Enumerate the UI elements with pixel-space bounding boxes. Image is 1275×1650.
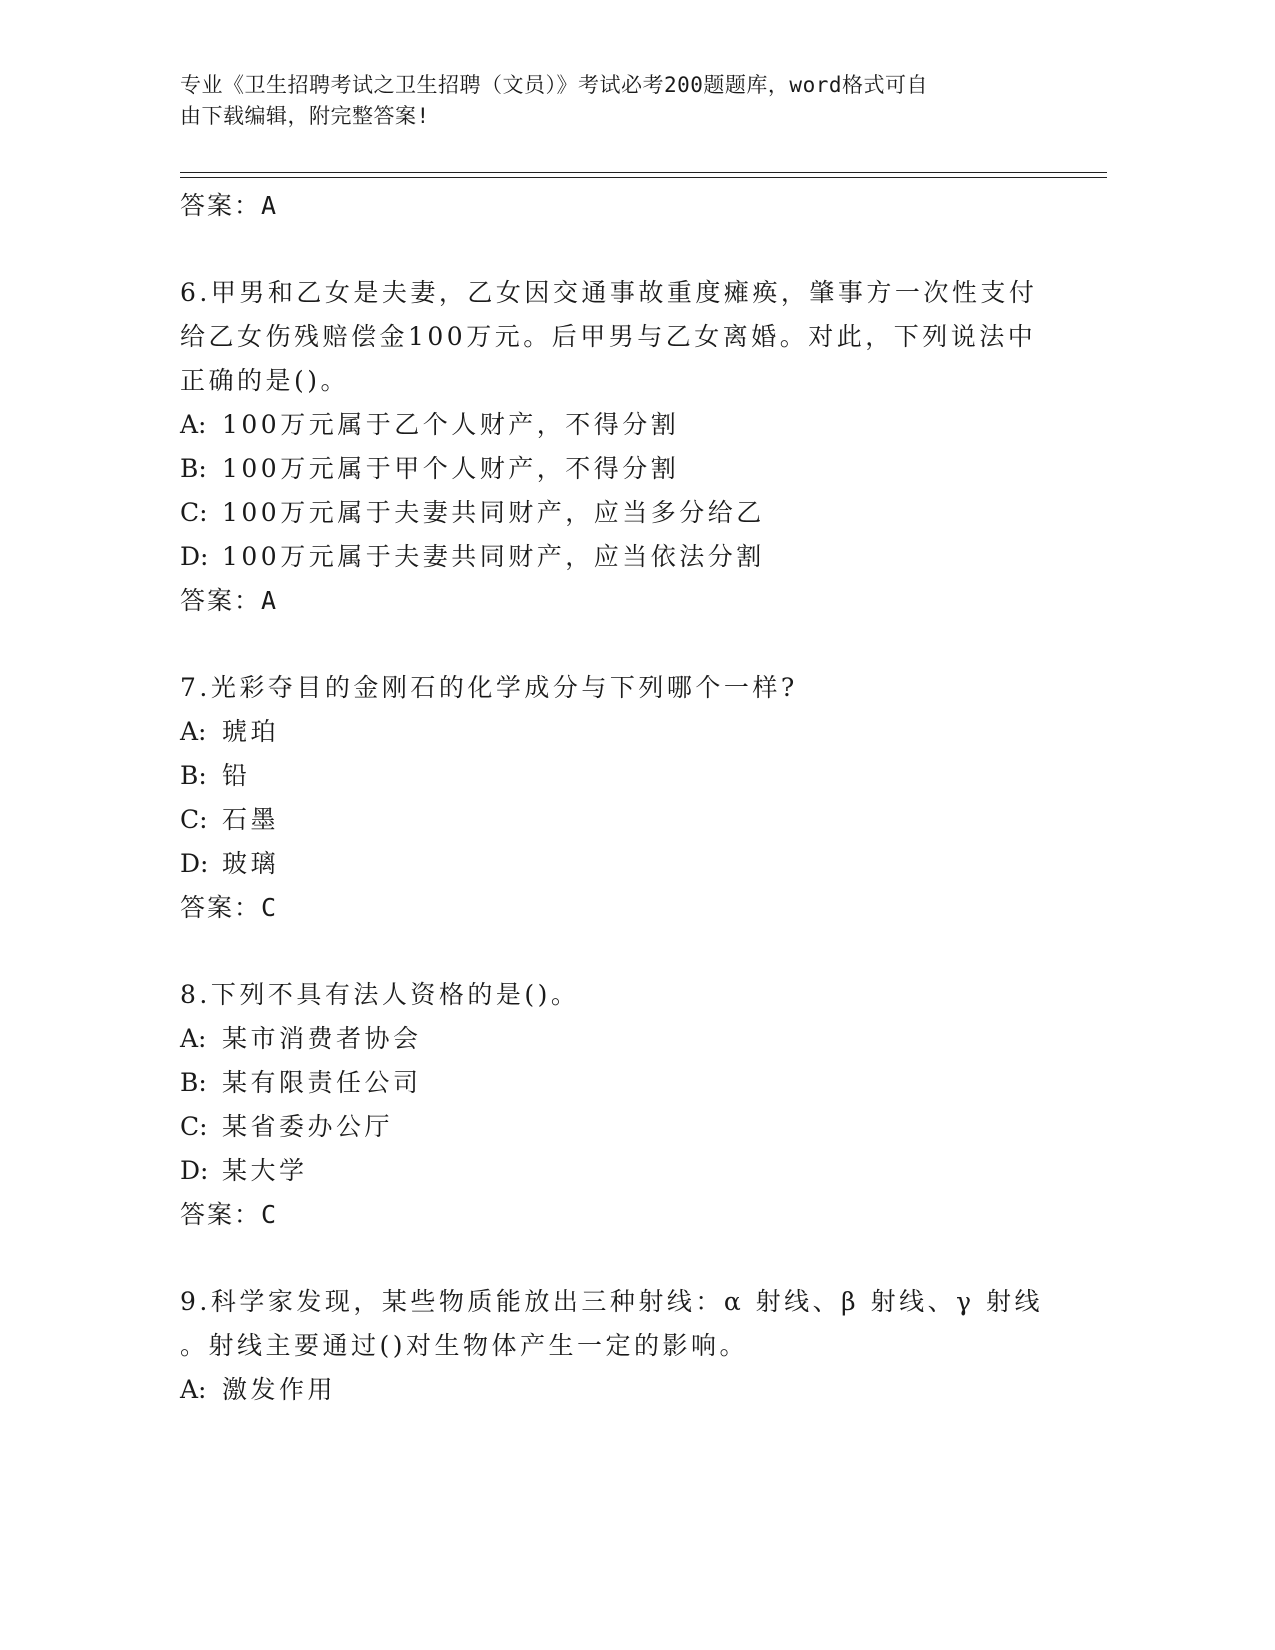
answer-line: 答案：A (180, 191, 279, 220)
option-letter: B: (180, 1068, 207, 1097)
option-c (180, 1105, 1080, 1149)
option-b (180, 1061, 1080, 1105)
option-letter: A: (180, 1024, 207, 1053)
option-letter: B: (180, 454, 207, 483)
option-letter: A: (180, 410, 207, 439)
option-a (180, 710, 1080, 754)
option-text: 激发作用 (222, 1375, 337, 1404)
option-d (180, 535, 1080, 579)
question-block (180, 1280, 1080, 1412)
option-letter: B: (180, 761, 207, 790)
option-text: 玻璃 (222, 849, 280, 878)
option-text: 某有限责任公司 (222, 1068, 422, 1097)
option-text: 石墨 (222, 805, 280, 834)
answer-line: 答案：C (180, 893, 279, 922)
option-letter: C: (180, 498, 208, 527)
option-letter: C: (180, 805, 208, 834)
question-block (180, 666, 1080, 930)
header-line: 由下载编辑，附完整答案! (180, 104, 430, 128)
option-a (180, 1368, 1080, 1412)
question-block (180, 973, 1080, 1237)
option-letter: D: (180, 1156, 209, 1185)
question-stem: 7.光彩夺目的金刚石的化学成分与下列哪个一样? (180, 673, 798, 702)
header-divider (180, 177, 1107, 178)
option-letter: C: (180, 1112, 208, 1141)
question-stem: 9.科学家发现，某些物质能放出三种射线：α 射线、β 射线、γ 射线 (180, 1287, 1043, 1316)
option-c (180, 491, 1080, 535)
question-stem: 。射线主要通过()对生物体产生一定的影响。 (180, 1331, 749, 1360)
option-text: 某市消费者协会 (222, 1024, 422, 1053)
option-text: 铅 (222, 761, 251, 790)
option-text: 100万元属于夫妻共同财产，应当多分给乙 (222, 498, 765, 527)
question-stem: 正确的是()。 (180, 366, 350, 395)
header-divider (180, 172, 1107, 173)
option-letter: D: (180, 849, 209, 878)
option-letter: A: (180, 1375, 207, 1404)
option-text: 100万元属于甲个人财产，不得分割 (222, 454, 680, 483)
question-stem: 8.下列不具有法人资格的是()。 (180, 980, 580, 1009)
option-text: 100万元属于乙个人财产，不得分割 (222, 410, 680, 439)
question-list (180, 184, 1080, 1412)
option-text: 琥珀 (222, 717, 280, 746)
question-block (180, 271, 1080, 623)
answer-line: 答案：C (180, 1200, 279, 1229)
option-b (180, 754, 1080, 798)
document-header (180, 70, 1060, 132)
option-d (180, 842, 1080, 886)
option-b (180, 447, 1080, 491)
header-line: 专业《卫生招聘考试之卫生招聘（文员）》考试必考200题题库，word格式可自 (180, 73, 928, 97)
option-d (180, 1149, 1080, 1193)
question-stem: 6.甲男和乙女是夫妻，乙女因交通事故重度瘫痪，肇事方一次性支付 (180, 278, 1038, 307)
option-text: 100万元属于夫妻共同财产，应当依法分割 (222, 542, 765, 571)
option-letter: A: (180, 717, 207, 746)
option-text: 某大学 (222, 1156, 308, 1185)
option-text: 某省委办公厅 (222, 1112, 394, 1141)
option-a (180, 1017, 1080, 1061)
question-stem: 给乙女伤残赔偿金100万元。后甲男与乙女离婚。对此，下列说法中 (180, 322, 1037, 351)
option-letter: D: (180, 542, 209, 571)
answer-line: 答案：A (180, 586, 279, 615)
option-c (180, 798, 1080, 842)
option-a (180, 403, 1080, 447)
